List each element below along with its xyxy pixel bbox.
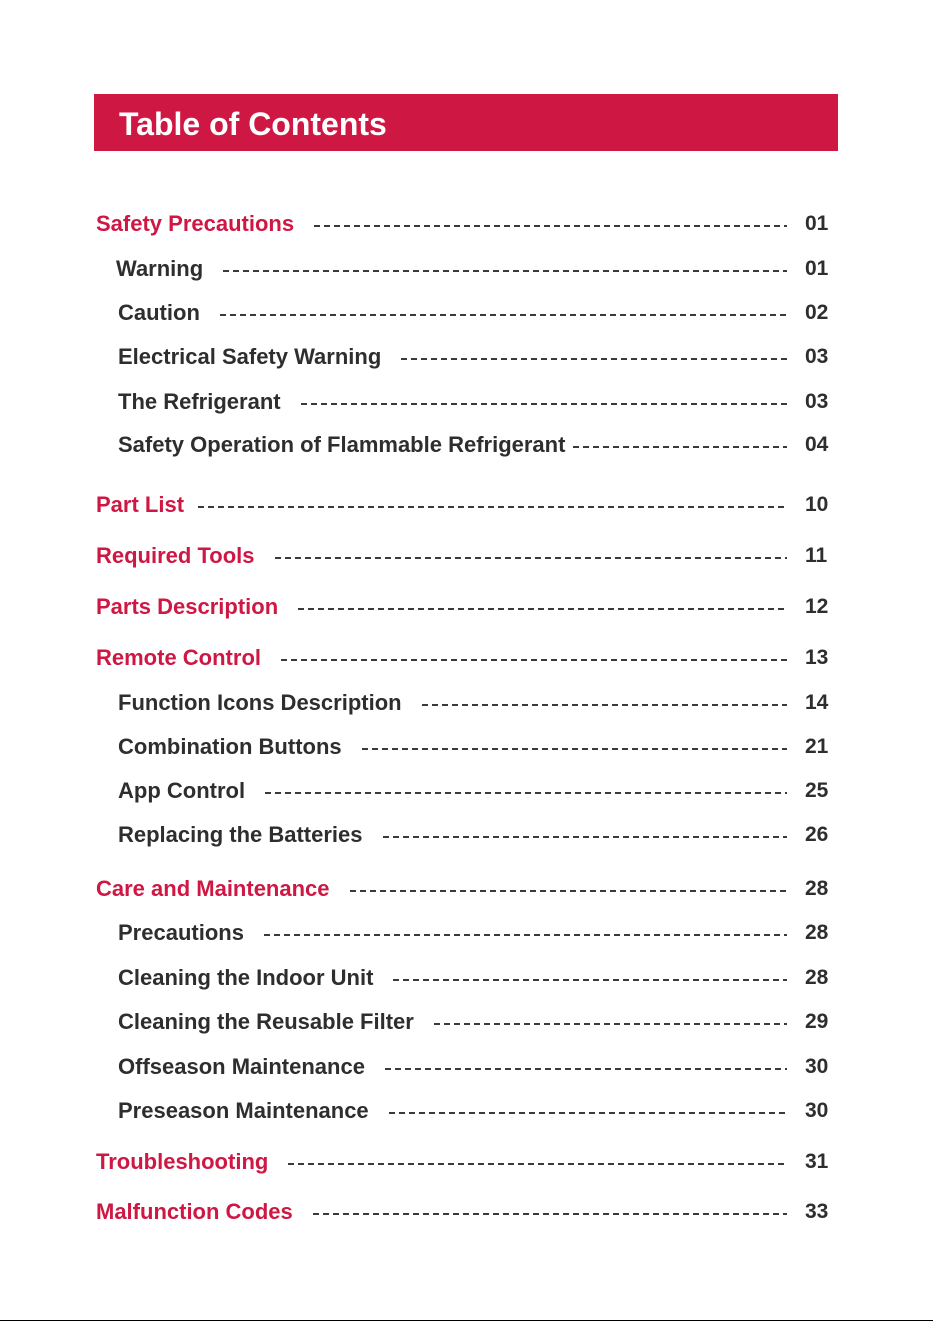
toc-entry-remote-control[interactable] (96, 643, 833, 673)
toc-entry-label: Preseason Maintenance (118, 1098, 369, 1123)
dot-leader (298, 608, 787, 610)
toc-entry-warning[interactable] (116, 254, 833, 284)
dot-leader (401, 358, 787, 360)
dot-leader (281, 659, 787, 661)
toc-entry-page-number: 30 (805, 1099, 829, 1122)
toc-entry-label: Remote Control (96, 645, 261, 670)
toc-entry-label: Part List (96, 492, 185, 517)
toc-entry-label: Precautions (118, 920, 244, 945)
dot-leader (362, 748, 787, 750)
dot-leader (265, 792, 787, 794)
toc-entry-page-number: 02 (805, 301, 829, 324)
toc-entry-label: The Refrigerant (118, 389, 281, 414)
dot-leader (389, 1112, 787, 1114)
toc-entry-page-number: 28 (805, 966, 829, 989)
toc-entry-label: Cleaning the Reusable Filter (118, 1009, 414, 1034)
toc-entry-page-number: 14 (805, 691, 829, 714)
toc-entry-page-number: 12 (805, 595, 829, 618)
toc-entry-page-number: 01 (805, 257, 829, 280)
toc-entry-label: Function Icons Description (118, 690, 402, 715)
toc-entry-page-number: 03 (805, 345, 829, 368)
toc-entry-page-number: 28 (805, 921, 829, 944)
toc-entry-page-number: 30 (805, 1055, 829, 1078)
toc-entry-replacing-the-batteries[interactable] (118, 820, 833, 850)
dot-leader (434, 1023, 787, 1025)
toc-entry-page-number: 28 (805, 877, 829, 900)
toc-entry-label: Electrical Safety Warning (118, 344, 382, 369)
toc-entry-label: App Control (118, 778, 246, 803)
toc-entry-page-number: 25 (805, 779, 829, 802)
toc-entry-label: Safety Precautions (96, 211, 295, 236)
title-banner (94, 94, 838, 151)
toc-entry-page-number: 04 (805, 433, 829, 456)
toc-entry-combination-buttons[interactable] (118, 732, 833, 762)
toc-entry-page-number: 11 (805, 544, 828, 567)
dot-leader (383, 836, 787, 838)
toc-entry-label: Care and Maintenance (96, 876, 330, 901)
toc-entry-the-refrigerant[interactable] (118, 387, 833, 417)
toc-entry-cleaning-the-reusable-filter[interactable] (118, 1007, 833, 1037)
page-bottom-divider (0, 1320, 933, 1321)
toc-entry-safety-operation-flammable-refrigerant[interactable] (118, 430, 833, 460)
toc-entry-electrical-safety-warning[interactable] (118, 342, 833, 372)
toc-entry-malfunction-codes[interactable] (96, 1197, 833, 1227)
dot-leader (220, 314, 787, 316)
toc-entry-cleaning-the-indoor-unit[interactable] (118, 963, 833, 993)
toc-entry-offseason-maintenance[interactable] (118, 1052, 833, 1082)
toc-entry-page-number: 13 (805, 646, 829, 669)
toc-entry-label: Parts Description (96, 594, 279, 619)
toc-entry-page-number: 33 (805, 1200, 829, 1223)
toc-entry-caution[interactable] (118, 298, 833, 328)
toc-entry-page-number: 21 (805, 735, 829, 758)
dot-leader (198, 506, 787, 508)
toc-entry-label: Replacing the Batteries (118, 822, 363, 847)
page-title: Table of Contents (119, 106, 387, 142)
toc-entry-page-number: 03 (805, 390, 829, 413)
toc-entry-label: Caution (118, 300, 200, 325)
dot-leader (288, 1163, 787, 1165)
dot-leader (223, 270, 787, 272)
toc-entry-page-number: 01 (805, 212, 829, 235)
toc-entry-label: Required Tools (96, 543, 255, 568)
toc-entry-safety-precautions[interactable] (96, 209, 833, 239)
toc-entry-label: Troubleshooting (96, 1149, 269, 1174)
toc-entry-label: Warning (116, 256, 204, 281)
toc-entry-preseason-maintenance[interactable] (118, 1096, 833, 1126)
toc-entry-part-list[interactable] (96, 490, 833, 520)
toc-entry-label: Offseason Maintenance (118, 1054, 365, 1079)
dot-leader (264, 934, 787, 936)
toc-entry-parts-description[interactable] (96, 592, 833, 622)
dot-leader (314, 225, 787, 227)
toc-entry-label: Combination Buttons (118, 734, 342, 759)
dot-leader (573, 446, 787, 448)
toc-entry-label: Safety Operation of Flammable Refrigerant (118, 432, 566, 457)
dot-leader (385, 1068, 787, 1070)
toc-entry-function-icons-description[interactable] (118, 688, 833, 718)
toc-entry-required-tools[interactable] (96, 541, 833, 571)
dot-leader (350, 890, 787, 892)
toc-entry-label: Cleaning the Indoor Unit (118, 965, 374, 990)
dot-leader (422, 704, 787, 706)
dot-leader (313, 1213, 787, 1215)
toc-entry-app-control[interactable] (118, 776, 833, 806)
dot-leader (275, 557, 788, 559)
toc-entry-page-number: 26 (805, 823, 829, 846)
toc-entry-precautions[interactable] (118, 918, 833, 948)
toc-entry-care-and-maintenance[interactable] (96, 874, 833, 904)
toc-entry-troubleshooting[interactable] (96, 1147, 833, 1177)
toc-entry-page-number: 31 (805, 1150, 829, 1173)
toc-entry-page-number: 10 (805, 493, 829, 516)
dot-leader (301, 403, 787, 405)
toc-entry-page-number: 29 (805, 1010, 829, 1033)
dot-leader (393, 979, 787, 981)
toc-entry-label: Malfunction Codes (96, 1199, 293, 1224)
